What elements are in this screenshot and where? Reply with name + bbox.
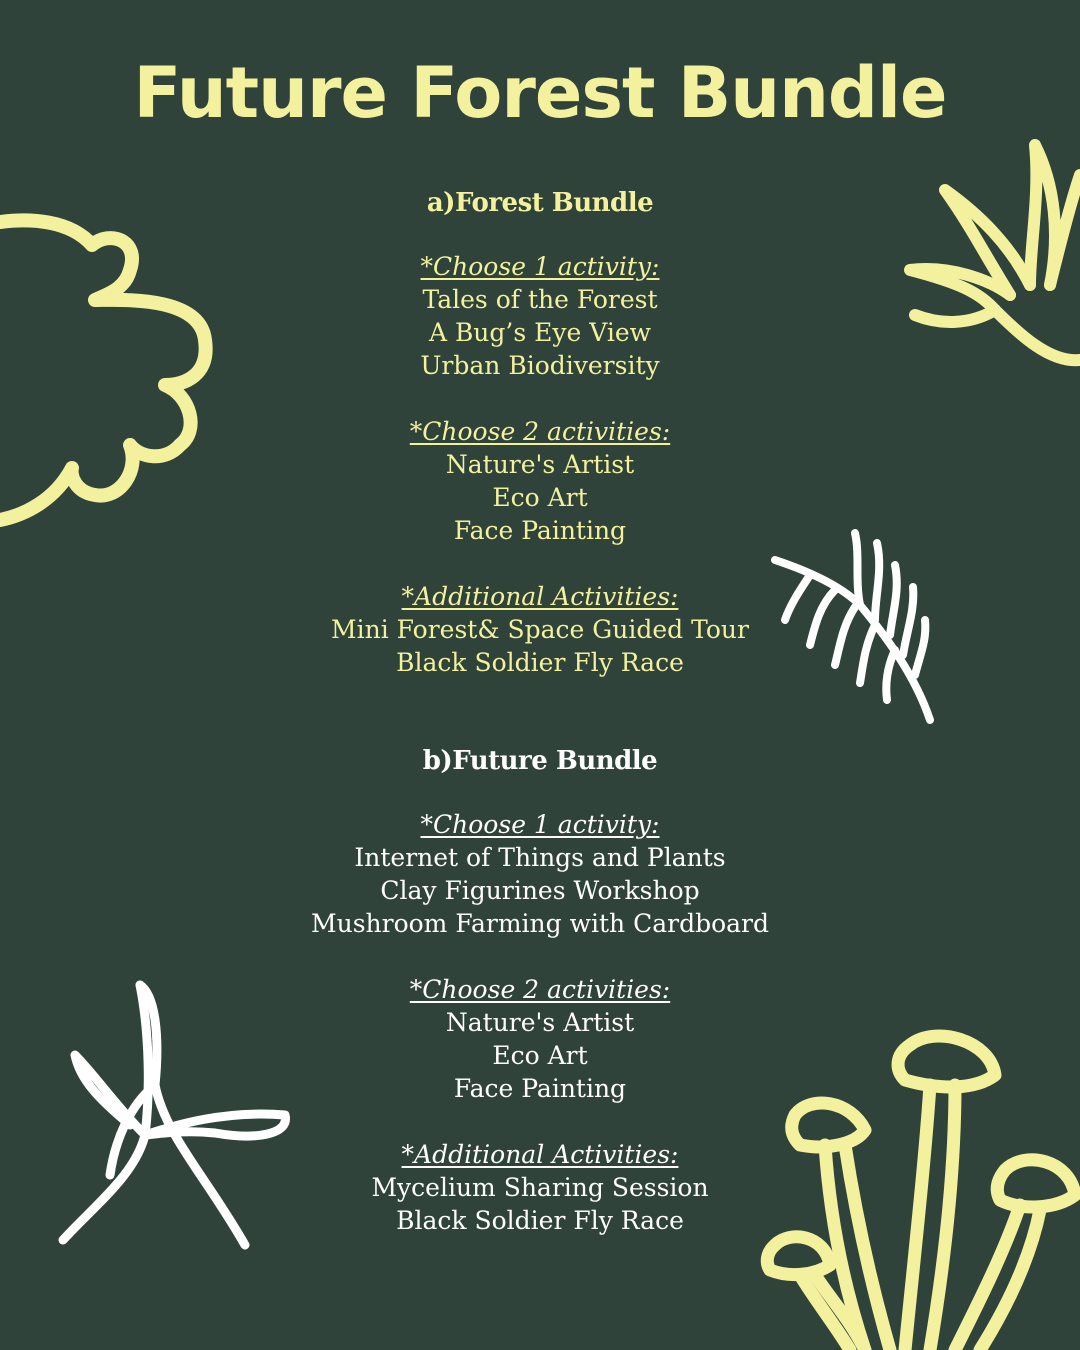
activity-item: Face Painting: [453, 1074, 627, 1103]
activity-item: Urban Biodiversity: [420, 351, 660, 380]
page-title: Future Forest Bundle: [133, 52, 947, 134]
activity-item: A Bug’s Eye View: [428, 318, 652, 347]
group-label: *Additional Activities:: [401, 1140, 679, 1169]
activity-item: Nature's Artist: [445, 450, 635, 479]
group-label: *Choose 1 activity:: [420, 252, 660, 281]
mushroom-doodle-icon: [755, 1020, 1080, 1350]
leaf-doodle-icon: [890, 135, 1080, 375]
activity-item: Mini Forest& Space Guided Tour: [331, 615, 749, 644]
fern-doodle-icon: [765, 525, 945, 725]
activity-item: Black Soldier Fly Race: [396, 1206, 684, 1235]
cloud-doodle-icon: [0, 200, 240, 540]
activity-item: Clay Figurines Workshop: [380, 876, 700, 905]
activity-item: Eco Art: [492, 483, 588, 512]
group-label: *Choose 2 activities:: [409, 417, 671, 446]
forest-bundle-heading: a)Forest Bundle: [426, 188, 654, 218]
group-label: *Choose 1 activity:: [420, 810, 660, 839]
group-label: *Choose 2 activities:: [409, 975, 671, 1004]
group-label: *Additional Activities:: [401, 582, 679, 611]
activity-item: Eco Art: [492, 1041, 588, 1070]
activity-item: Face Painting: [453, 516, 627, 545]
activity-item: Nature's Artist: [445, 1008, 635, 1037]
activity-item: Tales of the Forest: [422, 285, 658, 314]
activity-item: Mycelium Sharing Session: [371, 1173, 709, 1202]
future-bundle-heading: b)Future Bundle: [422, 746, 658, 776]
activity-item: Internet of Things and Plants: [354, 843, 726, 872]
future-choose-one-group: [0, 808, 1080, 940]
activity-item: Mushroom Farming with Cardboard: [311, 909, 769, 938]
star-doodle-icon: [55, 975, 305, 1265]
activity-item: Black Soldier Fly Race: [396, 648, 684, 677]
